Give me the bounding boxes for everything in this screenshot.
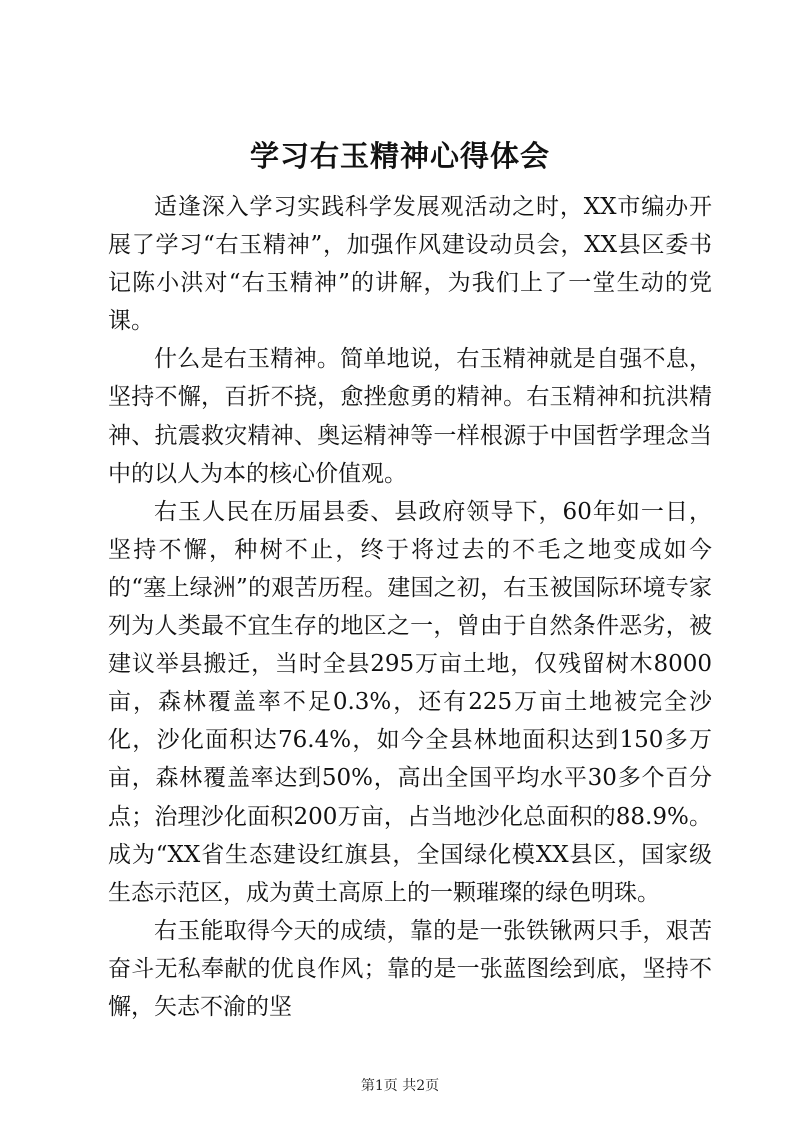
- page-number-footer: 第1页 共2页: [360, 1078, 440, 1094]
- document-body: [108, 188, 712, 1026]
- paragraph: 什么是右玉精神。简单地说，右玉精神就是自强不息，坚持不懈，百折不挠，愈挫愈勇的精神。右玉精神和抗洪精神、抗震救灾精神、奥运精神等一样根源于中国哲学理念当中的以人为本的核心价值观。: [108, 346, 712, 487]
- document-title: 学习右玉精神心得体会: [249, 139, 550, 173]
- paragraph: 右玉能取得今天的成绩，靠的是一张铁锹两只手，艰苦奋斗无私奉献的优良作风；靠的是一张蓝图绘到底，坚持不懈，矢志不渝的坚: [108, 917, 712, 1020]
- paragraph: 适逢深入学习实践科学发展观活动之时，XX市编办开展了学习“右玉精神”，加强作风建设动员会，XX县区委书记陈小洪对“右玉精神”的讲解，为我们上了一堂生动的党课。: [108, 194, 712, 335]
- paragraph: 右玉人民在历届县委、县政府领导下，60年如一日，坚持不懈，种树不止，终于将过去的不毛之地变成如今的“塞上绿洲”的艰苦历程。建国之初，右玉被国际环境专家列为人类最不宜生存的地区之一，曾由于自然条件恶劣，被建议举县搬迁，当时全县295万亩土地，仅残留树木8000亩，森林覆盖率不足0.3%，还有225万亩土地被完全沙化，沙化面积达76.4%，如今全县林地面积达到150多万亩，森林覆盖率达到50%，高出全国平均水平30多个百分点；治理沙化面积200万亩，占当地沙化总面积的88.9%。成为“XX省生态建设红旗县，全国绿化模XX县区，国家级生态示范区，成为黄土高原上的一颗璀璨的绿色明珠。: [108, 498, 712, 906]
